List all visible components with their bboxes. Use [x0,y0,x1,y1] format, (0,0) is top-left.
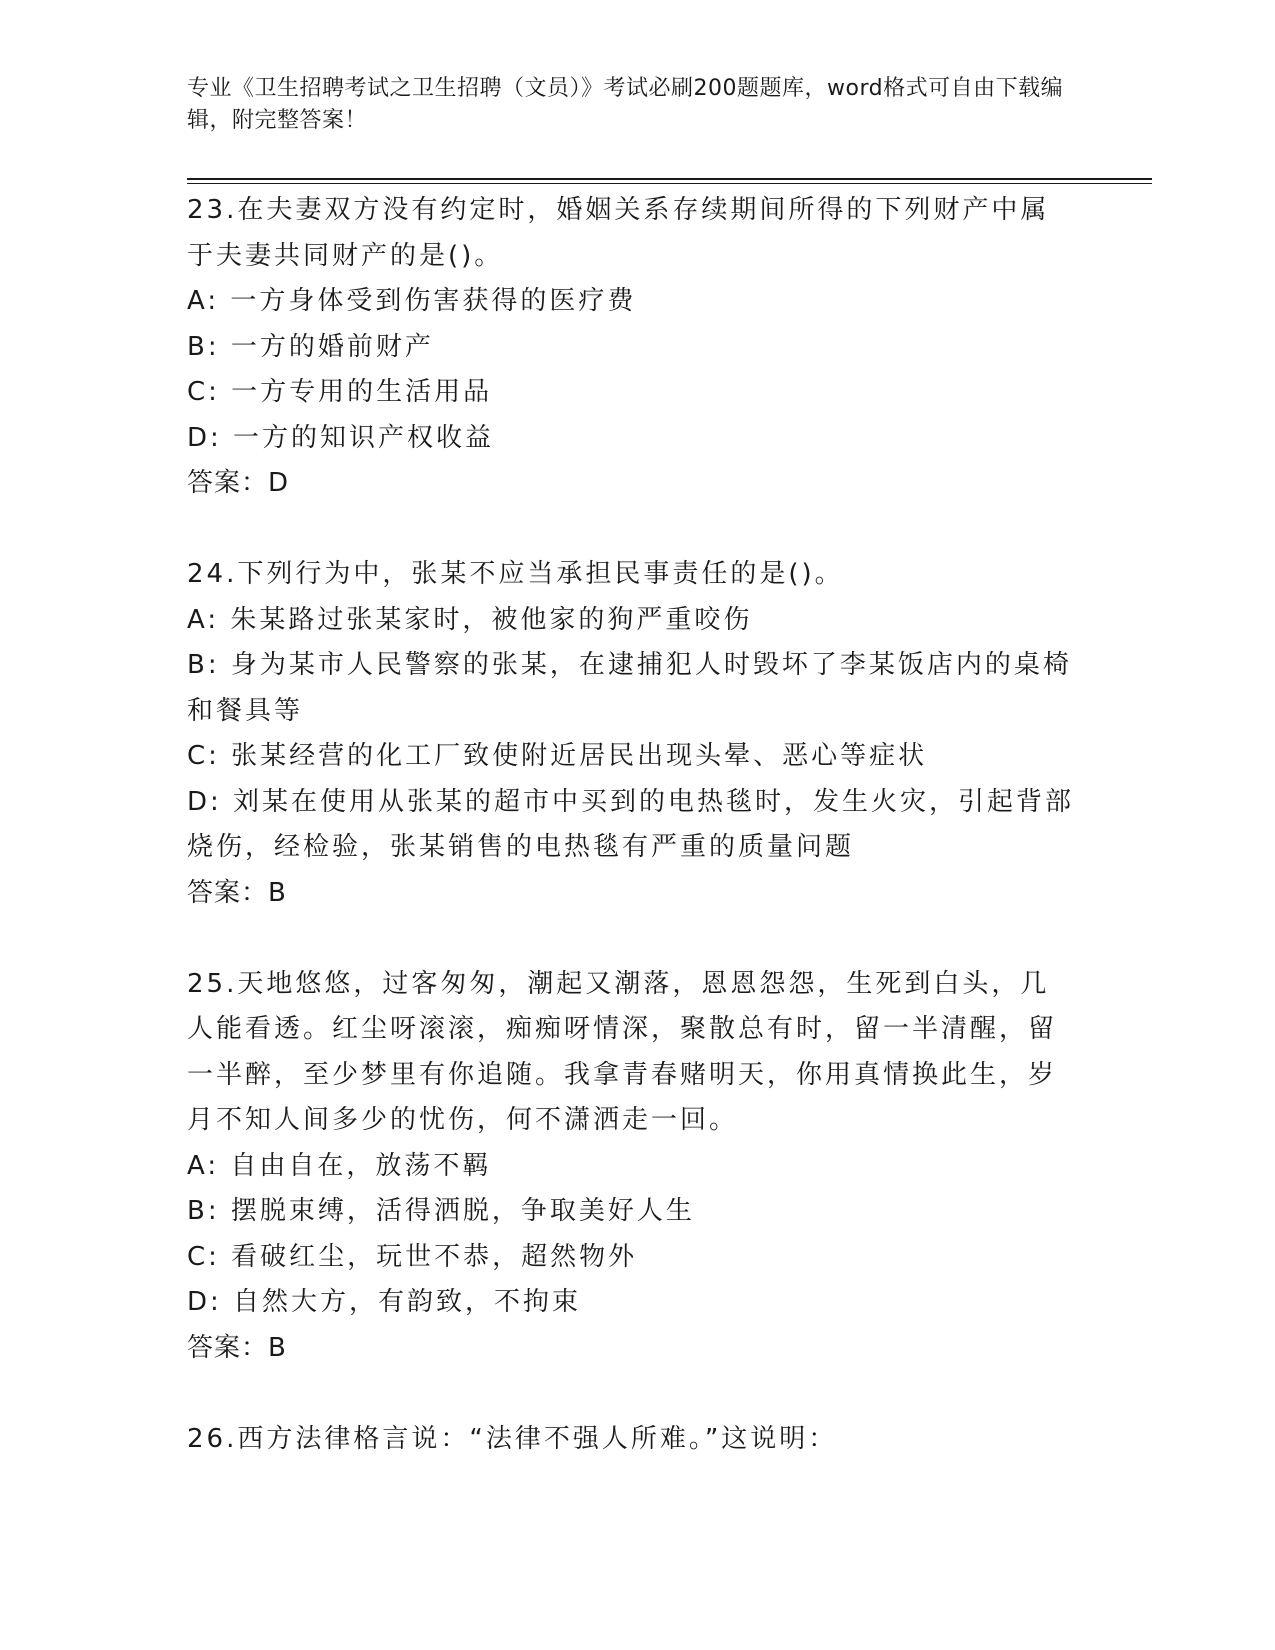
answer: 答案：D [187,468,290,498]
question-text: 26.西方法律格言说：“法律不强人所难。”这说明： [187,1423,838,1454]
question-24 [187,552,1077,916]
question-25 [187,962,1077,1372]
option-c: C: 张某经营的化工厂致使附近居民出现头晕、恶心等症状 [187,741,928,771]
option-d: D: 自然大方，有韵致，不拘束 [187,1287,582,1317]
question-text: 25.天地悠悠，过客匆匆，潮起又潮落，恩恩怨怨，生死到白头，几人能看透。红尘呀滚滚，痴痴呀情深，聚散总有时，留一半清醒，留一半醉，至少梦里有你追随。我拿青春赌明天，你用真情换此生，岁月不知人间多少的忧伤，何不潇洒走一回。 [187,968,1058,1135]
option-a: A: 一方身体受到伤害获得的医疗费 [187,286,637,316]
question-text: 24.下列行为中，张某不应当承担民事责任的是()。 [187,559,844,589]
header-rule-thick [187,178,1152,180]
option-c: C: 一方专用的生活用品 [187,377,493,407]
option-a: A: 朱某路过张某家时，被他家的狗严重咬伤 [187,604,753,635]
question-26 [187,1417,1077,1463]
header-rule-thin [187,183,1152,184]
answer: 答案：B [187,1332,287,1363]
question-list [187,188,1077,1462]
option-d: D: 一方的知识产权收益 [187,422,495,453]
option-a: A: 自由自在，放荡不羁 [187,1150,492,1181]
question-text: 23.在夫妻双方没有约定时，婚姻关系存续期间所得的下列财产中属于夫妻共同财产的是()。 [187,195,1050,271]
answer: 答案：B [187,877,287,908]
document-header: 专业《卫生招聘考试之卫生招聘（文员）》考试必刷200题题库，word格式可自由下载编辑，附完整答案！ [187,76,1064,133]
question-23 [187,188,1077,507]
option-b: B: 身为某市人民警察的张某，在逮捕犯人时毁坏了李某饭店内的桌椅和餐具等 [187,650,1072,726]
option-b: B: 一方的婚前财产 [187,331,434,362]
option-c: C: 看破红尘，玩世不恭，超然物外 [187,1241,638,1272]
option-d: D: 刘某在使用从张某的超市中买到的电热毯时，发生火灾，引起背部烧伤，经检验，张某销售的电热毯有严重的质量问题 [187,786,1075,862]
option-b: B: 摆脱束缚，活得洒脱，争取美好人生 [187,1196,695,1226]
